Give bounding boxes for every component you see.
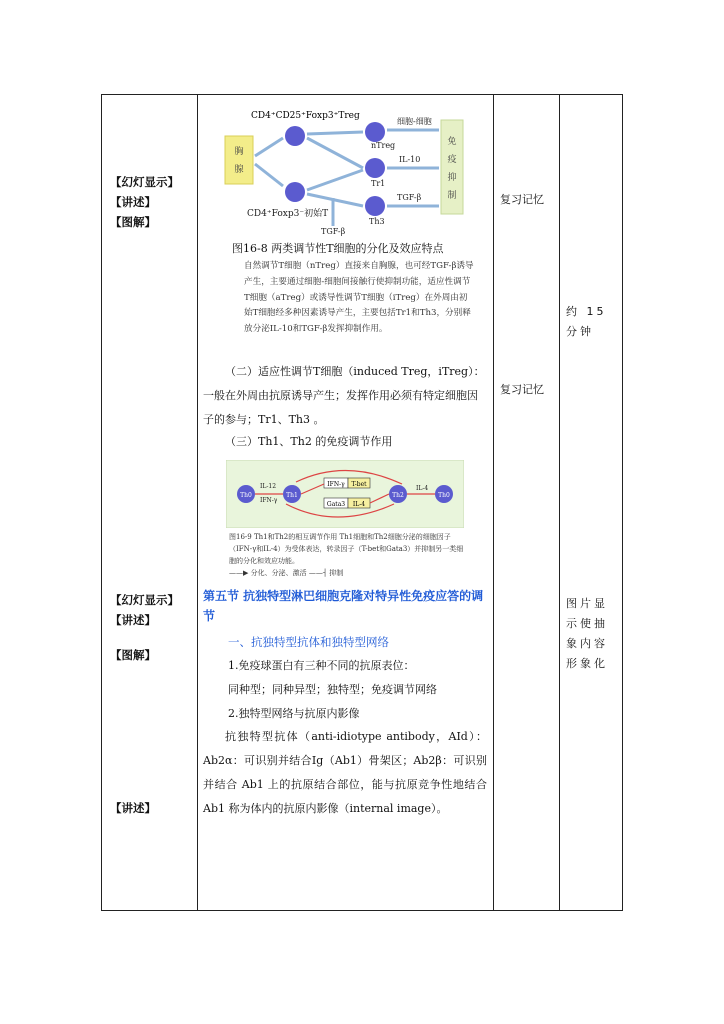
fig1-tgfb: TGF-β — [397, 193, 422, 202]
fig2-th0-left: Th0 — [240, 492, 252, 499]
fig1-tgf-bottom: TGF-β — [321, 227, 346, 236]
left-labels-group1 — [110, 172, 179, 232]
line-epitopes: 1.免疫球蛋白有三种不同的抗原表位： — [228, 659, 415, 672]
fig2-il12: IL-12 — [260, 483, 277, 490]
fig2-box2b: IL-4 — [352, 501, 366, 508]
fig1-immune-1: 免 — [447, 137, 457, 147]
line-epitope-types: 同种型；同种异型；独特型；免疫调节网络 — [228, 683, 437, 696]
review-note-1: 复习记忆 — [500, 193, 544, 206]
para-th1-th2: （三）Th1、Th2 的免疫调节作用 — [225, 435, 393, 448]
th1-th2-figure — [226, 460, 464, 528]
fig1-ntreg: nTreg — [371, 141, 396, 150]
fig1-th3: Th3 — [369, 217, 385, 226]
label-lecture-2: 【讲述】 — [110, 613, 156, 627]
fig1-bottom-label: CD4⁺Foxp3⁻初始T — [247, 209, 329, 219]
label-slide-show: 【幻灯显示】 — [110, 175, 179, 189]
label-lecture-3: 【讲述】 — [110, 801, 156, 815]
fig2-box1: IFN-γ — [327, 481, 345, 488]
label-diagram: 【图解】 — [110, 215, 156, 229]
fig1-il10: IL-10 — [399, 155, 421, 164]
fig2-th2: Th2 — [392, 492, 404, 499]
treg-differentiation-figure — [221, 98, 481, 238]
fig2-box1b: T-bet — [351, 481, 367, 488]
section-title: 第五节 抗独特型淋巴细胞克隆对特异性免疫应答的调节 — [203, 589, 484, 623]
fig2-box2: Gata3 — [326, 501, 346, 508]
fig2-desc-text: 图16-9 Th1和Th2的相互调节作用 Th1细胞和Th2细胞分泌的细胞因子（IFN-γ和IL-4）为受体表达，转录因子（T-bet和Gata3）并抑制另一类细胞的分化和效应功能。 — [229, 533, 464, 565]
review-note-2: 复习记忆 — [500, 383, 544, 396]
subsection-title: 一、抗独特型抗体和独特型网络 — [228, 635, 389, 649]
label-lecture: 【讲述】 — [110, 195, 156, 209]
fig1-tr1: Tr1 — [371, 179, 386, 188]
fig2-th1: Th1 — [286, 492, 298, 499]
teaching-note: 图片显示使抽象内容形象化 — [566, 597, 608, 670]
fig2-description — [229, 531, 469, 579]
line-network: 2.独特型网络与抗原内影像 — [228, 707, 360, 720]
fig2-legend: ——▶ 分化、分泌、激活 ——┤ 抑制 — [229, 569, 344, 577]
para-anti-idiotype: 抗独特型抗体（anti-idiotype antibody，AId）：Ab2α：可识别并结合Ig（Ab1）骨架区；Ab2β：可识别并结合 Ab1 上的抗原结合部位，能与抗原竞争性地结合 Ab1 称为体内的抗原内影像（internal image）。 — [203, 730, 487, 815]
fig2-th0-right: Th0 — [438, 492, 450, 499]
fig1-thymus-1: 胸 — [234, 147, 244, 157]
col-divider-3 — [559, 95, 560, 910]
time-note: 约 15 分钟 — [566, 305, 607, 338]
col-divider-1 — [197, 95, 198, 910]
fig1-caption: 图16-8 两类调节性T细胞的分化及效应特点 — [232, 242, 444, 255]
fig2-ifng: IFN-γ — [260, 497, 278, 504]
fig1-thymus-2: 腺 — [234, 165, 244, 175]
fig1-immune-3: 抑 — [447, 173, 457, 183]
fig1-top-label: CD4⁺CD25⁺Foxp3⁺Treg — [251, 111, 360, 121]
fig1-description: 自然调节T细胞（nTreg）直接来自胸腺，也可经TGF-β诱导产生，主要通过细胞-细胞间接触行使抑制功能，适应性调节T细胞（aTreg）或诱导性调节T细胞（iTreg）在外周由初始T细胞经多种因素诱导产生，主要包括Tr1和Th3，分别释放分泌IL-10和TGF-β发挥抑制作用。 — [244, 261, 474, 335]
label-slide-show-2: 【幻灯显示】 — [110, 593, 179, 607]
label-diagram-2: 【图解】 — [110, 648, 156, 662]
fig2-il4: IL-4 — [416, 485, 429, 492]
left-labels-group2 — [110, 590, 179, 630]
para-itreg: （二）适应性调节T细胞（induced Treg，iTreg）：一般在外周由抗原诱导产生；发挥作用必须有特定细胞因子的参与；Tr1、Th3 。 — [203, 365, 485, 426]
fig1-immune-4: 制 — [447, 191, 457, 201]
fig1-cell-cell: 细胞-细胞 — [397, 117, 432, 126]
col-divider-2 — [493, 95, 494, 910]
fig1-immune-2: 疫 — [447, 155, 457, 165]
